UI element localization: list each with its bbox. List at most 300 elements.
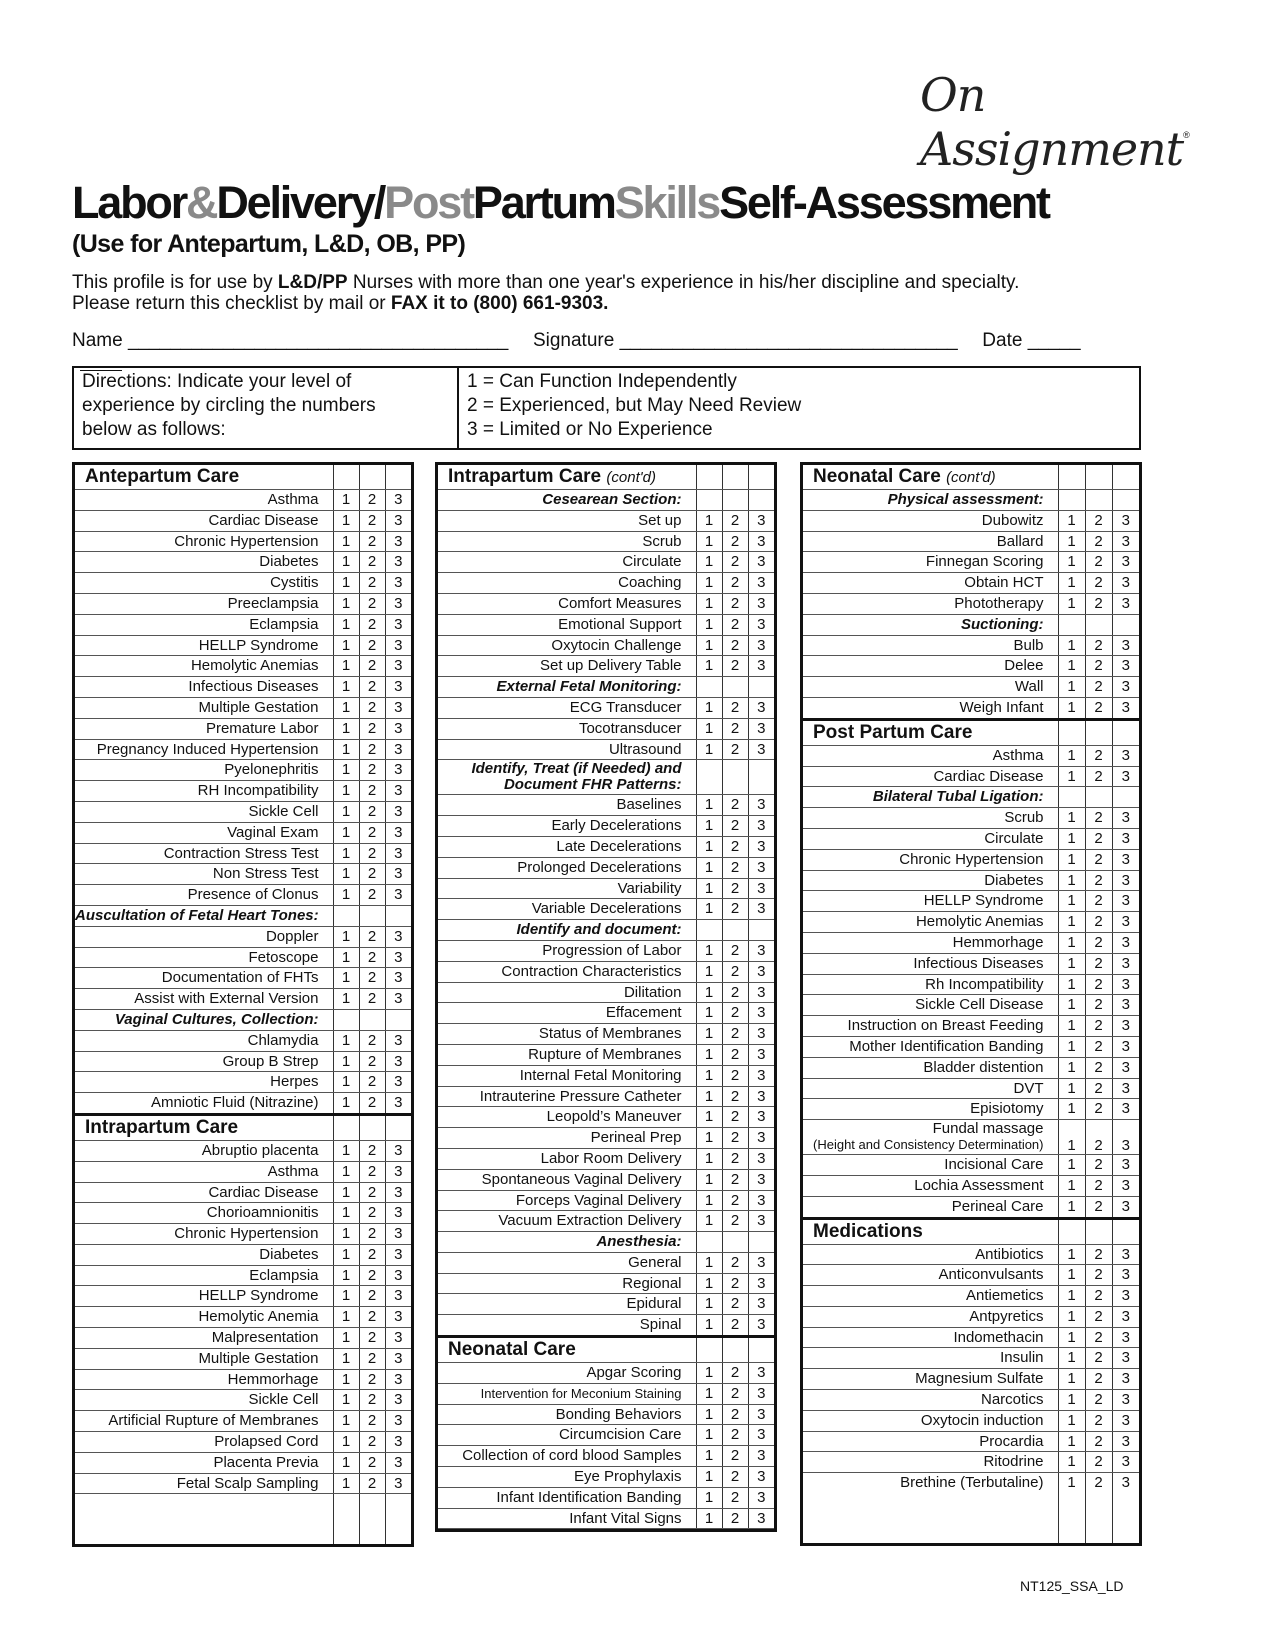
- rating-option-1[interactable]: 1: [333, 1140, 359, 1161]
- rating-option-2[interactable]: 2: [1085, 953, 1112, 974]
- rating-option-1[interactable]: 1: [1058, 1016, 1085, 1037]
- rating-option-1[interactable]: 1: [1058, 1348, 1085, 1369]
- rating-option-3[interactable]: 3: [385, 677, 411, 698]
- rating-option-2[interactable]: 2: [722, 1148, 748, 1169]
- rating-option-2[interactable]: 2: [722, 1169, 748, 1190]
- rating-option-3[interactable]: 3: [385, 1286, 411, 1307]
- rating-option-2[interactable]: 2: [1085, 635, 1112, 656]
- rating-option-2[interactable]: 2: [722, 614, 748, 635]
- rating-option-2[interactable]: 2: [1085, 1306, 1112, 1327]
- rating-option-1[interactable]: 1: [333, 677, 359, 698]
- rating-option-2[interactable]: 2: [722, 961, 748, 982]
- rating-option-3[interactable]: 3: [385, 1051, 411, 1072]
- rating-option-2[interactable]: 2: [359, 926, 385, 947]
- rating-option-1[interactable]: 1: [696, 573, 722, 594]
- rating-option-2[interactable]: 2: [359, 1411, 385, 1432]
- rating-option-2[interactable]: 2: [1085, 656, 1112, 677]
- rating-option-3[interactable]: 3: [385, 1390, 411, 1411]
- rating-option-3[interactable]: 3: [748, 1211, 774, 1232]
- rating-option-1[interactable]: 1: [696, 1107, 722, 1128]
- rating-option-1[interactable]: 1: [696, 940, 722, 961]
- rating-option-3[interactable]: 3: [385, 1265, 411, 1286]
- rating-option-1[interactable]: 1: [696, 593, 722, 614]
- rating-option-3[interactable]: 3: [748, 573, 774, 594]
- rating-option-3[interactable]: 3: [1112, 593, 1139, 614]
- rating-option-1[interactable]: 1: [1058, 1473, 1085, 1493]
- rating-option-3[interactable]: 3: [385, 510, 411, 531]
- rating-option-3[interactable]: 3: [385, 614, 411, 635]
- rating-option-3[interactable]: 3: [1112, 953, 1139, 974]
- rating-option-2[interactable]: 2: [1085, 828, 1112, 849]
- rating-option-2[interactable]: 2: [722, 1044, 748, 1065]
- rating-option-2[interactable]: 2: [1085, 1390, 1112, 1411]
- rating-option-1[interactable]: 1: [696, 1086, 722, 1107]
- rating-option-1[interactable]: 1: [1058, 766, 1085, 787]
- rating-option-1[interactable]: 1: [1058, 593, 1085, 614]
- rating-option-1[interactable]: 1: [696, 1273, 722, 1294]
- name-field[interactable]: ____________________________________: [127, 330, 509, 351]
- rating-option-1[interactable]: 1: [696, 836, 722, 857]
- rating-option-1[interactable]: 1: [696, 1211, 722, 1232]
- rating-option-3[interactable]: 3: [748, 1315, 774, 1337]
- rating-option-2[interactable]: 2: [722, 1065, 748, 1086]
- rating-option-2[interactable]: 2: [359, 1244, 385, 1265]
- rating-option-2[interactable]: 2: [722, 1024, 748, 1045]
- rating-option-3[interactable]: 3: [385, 573, 411, 594]
- rating-option-1[interactable]: 1: [333, 1432, 359, 1453]
- rating-option-3[interactable]: 3: [385, 989, 411, 1010]
- rating-option-3[interactable]: 3: [1112, 1348, 1139, 1369]
- rating-option-1[interactable]: 1: [1058, 953, 1085, 974]
- rating-option-2[interactable]: 2: [722, 982, 748, 1003]
- rating-option-2[interactable]: 2: [359, 1051, 385, 1072]
- rating-option-2[interactable]: 2: [359, 760, 385, 781]
- rating-option-3[interactable]: 3: [1112, 1369, 1139, 1390]
- rating-option-2[interactable]: 2: [359, 947, 385, 968]
- rating-option-3[interactable]: 3: [1112, 1196, 1139, 1218]
- rating-option-3[interactable]: 3: [748, 614, 774, 635]
- rating-option-3[interactable]: 3: [748, 940, 774, 961]
- rating-option-3[interactable]: 3: [748, 1446, 774, 1467]
- rating-option-1[interactable]: 1: [333, 739, 359, 760]
- rating-option-2[interactable]: 2: [359, 1203, 385, 1224]
- rating-option-1[interactable]: 1: [1058, 745, 1085, 766]
- rating-option-3[interactable]: 3: [1112, 1327, 1139, 1348]
- rating-option-2[interactable]: 2: [722, 857, 748, 878]
- date-field[interactable]: _____: [1027, 330, 1081, 351]
- rating-option-2[interactable]: 2: [1085, 1327, 1112, 1348]
- rating-option-1[interactable]: 1: [696, 795, 722, 816]
- rating-option-1[interactable]: 1: [696, 552, 722, 573]
- rating-option-3[interactable]: 3: [385, 885, 411, 906]
- rating-option-2[interactable]: 2: [722, 836, 748, 857]
- rating-option-3[interactable]: 3: [748, 1107, 774, 1128]
- rating-option-2[interactable]: 2: [1085, 552, 1112, 573]
- rating-option-1[interactable]: 1: [696, 899, 722, 920]
- rating-option-3[interactable]: 3: [385, 531, 411, 552]
- rating-option-1[interactable]: 1: [696, 1446, 722, 1467]
- rating-option-1[interactable]: 1: [1058, 531, 1085, 552]
- rating-option-3[interactable]: 3: [1112, 1452, 1139, 1473]
- rating-option-1[interactable]: 1: [1058, 1057, 1085, 1078]
- rating-option-2[interactable]: 2: [359, 573, 385, 594]
- rating-option-1[interactable]: 1: [1058, 1099, 1085, 1120]
- rating-option-1[interactable]: 1: [696, 961, 722, 982]
- rating-option-3[interactable]: 3: [385, 822, 411, 843]
- rating-option-1[interactable]: 1: [1058, 828, 1085, 849]
- rating-option-2[interactable]: 2: [722, 816, 748, 837]
- rating-option-1[interactable]: 1: [333, 1203, 359, 1224]
- rating-option-1[interactable]: 1: [333, 1390, 359, 1411]
- rating-option-3[interactable]: 3: [748, 552, 774, 573]
- rating-option-1[interactable]: 1: [1058, 1327, 1085, 1348]
- rating-option-1[interactable]: 1: [1058, 1120, 1085, 1155]
- rating-option-3[interactable]: 3: [385, 801, 411, 822]
- rating-option-2[interactable]: 2: [359, 1265, 385, 1286]
- rating-option-2[interactable]: 2: [722, 1294, 748, 1315]
- rating-option-1[interactable]: 1: [1058, 1369, 1085, 1390]
- rating-option-2[interactable]: 2: [722, 1425, 748, 1446]
- rating-option-3[interactable]: 3: [385, 1224, 411, 1245]
- rating-option-3[interactable]: 3: [385, 593, 411, 614]
- rating-option-3[interactable]: 3: [1112, 1473, 1139, 1493]
- rating-option-1[interactable]: 1: [333, 1030, 359, 1051]
- rating-option-2[interactable]: 2: [722, 739, 748, 760]
- rating-option-2[interactable]: 2: [722, 573, 748, 594]
- rating-option-2[interactable]: 2: [359, 1224, 385, 1245]
- rating-option-2[interactable]: 2: [1085, 1286, 1112, 1307]
- rating-option-1[interactable]: 1: [696, 1148, 722, 1169]
- rating-option-2[interactable]: 2: [359, 1348, 385, 1369]
- rating-option-1[interactable]: 1: [696, 1404, 722, 1425]
- rating-option-2[interactable]: 2: [359, 1369, 385, 1390]
- rating-option-2[interactable]: 2: [359, 1473, 385, 1494]
- rating-option-1[interactable]: 1: [696, 1425, 722, 1446]
- rating-option-1[interactable]: 1: [333, 1161, 359, 1182]
- rating-option-1[interactable]: 1: [696, 1508, 722, 1529]
- rating-option-3[interactable]: 3: [385, 1072, 411, 1093]
- rating-option-1[interactable]: 1: [1058, 1265, 1085, 1286]
- rating-option-2[interactable]: 2: [1085, 1369, 1112, 1390]
- rating-option-3[interactable]: 3: [385, 1140, 411, 1161]
- rating-option-2[interactable]: 2: [722, 1128, 748, 1149]
- rating-option-1[interactable]: 1: [696, 739, 722, 760]
- rating-option-3[interactable]: 3: [1112, 745, 1139, 766]
- rating-option-3[interactable]: 3: [385, 926, 411, 947]
- rating-option-1[interactable]: 1: [1058, 677, 1085, 698]
- rating-option-3[interactable]: 3: [1112, 1390, 1139, 1411]
- rating-option-3[interactable]: 3: [1112, 510, 1139, 531]
- rating-option-3[interactable]: 3: [385, 1432, 411, 1453]
- rating-option-3[interactable]: 3: [1112, 1016, 1139, 1037]
- rating-option-2[interactable]: 2: [1085, 1155, 1112, 1176]
- rating-option-2[interactable]: 2: [359, 843, 385, 864]
- rating-option-2[interactable]: 2: [722, 635, 748, 656]
- rating-option-3[interactable]: 3: [748, 1128, 774, 1149]
- rating-option-2[interactable]: 2: [359, 677, 385, 698]
- rating-option-2[interactable]: 2: [1085, 932, 1112, 953]
- rating-option-1[interactable]: 1: [333, 614, 359, 635]
- rating-option-2[interactable]: 2: [1085, 1473, 1112, 1493]
- rating-option-3[interactable]: 3: [385, 864, 411, 885]
- rating-option-3[interactable]: 3: [1112, 552, 1139, 573]
- rating-option-2[interactable]: 2: [722, 1363, 748, 1384]
- rating-option-2[interactable]: 2: [722, 1003, 748, 1024]
- rating-option-1[interactable]: 1: [333, 822, 359, 843]
- rating-option-1[interactable]: 1: [1058, 1175, 1085, 1196]
- rating-option-3[interactable]: 3: [1112, 1286, 1139, 1307]
- rating-option-2[interactable]: 2: [1085, 677, 1112, 698]
- rating-option-1[interactable]: 1: [1058, 1410, 1085, 1431]
- rating-option-1[interactable]: 1: [333, 1182, 359, 1203]
- rating-option-3[interactable]: 3: [748, 1383, 774, 1404]
- rating-option-1[interactable]: 1: [696, 1128, 722, 1149]
- rating-option-2[interactable]: 2: [1085, 1120, 1112, 1155]
- rating-option-2[interactable]: 2: [359, 801, 385, 822]
- rating-option-2[interactable]: 2: [1085, 891, 1112, 912]
- rating-option-2[interactable]: 2: [1085, 870, 1112, 891]
- rating-option-1[interactable]: 1: [333, 1307, 359, 1328]
- rating-option-3[interactable]: 3: [1112, 1036, 1139, 1057]
- rating-option-1[interactable]: 1: [1058, 552, 1085, 573]
- rating-option-3[interactable]: 3: [748, 739, 774, 760]
- rating-option-2[interactable]: 2: [722, 1487, 748, 1508]
- rating-option-3[interactable]: 3: [1112, 1265, 1139, 1286]
- rating-option-3[interactable]: 3: [748, 697, 774, 718]
- rating-option-2[interactable]: 2: [1085, 849, 1112, 870]
- rating-option-1[interactable]: 1: [696, 1315, 722, 1337]
- rating-option-3[interactable]: 3: [385, 1452, 411, 1473]
- rating-option-1[interactable]: 1: [333, 635, 359, 656]
- rating-option-1[interactable]: 1: [333, 781, 359, 802]
- rating-option-1[interactable]: 1: [696, 1363, 722, 1384]
- rating-option-1[interactable]: 1: [333, 593, 359, 614]
- rating-option-2[interactable]: 2: [1085, 1452, 1112, 1473]
- rating-option-2[interactable]: 2: [722, 510, 748, 531]
- rating-option-3[interactable]: 3: [748, 1508, 774, 1529]
- rating-option-3[interactable]: 3: [1112, 974, 1139, 995]
- rating-option-3[interactable]: 3: [1112, 1155, 1139, 1176]
- rating-option-3[interactable]: 3: [748, 593, 774, 614]
- rating-option-1[interactable]: 1: [333, 926, 359, 947]
- rating-option-3[interactable]: 3: [748, 531, 774, 552]
- rating-option-3[interactable]: 3: [385, 1411, 411, 1432]
- rating-option-2[interactable]: 2: [1085, 1175, 1112, 1196]
- rating-option-2[interactable]: 2: [1085, 573, 1112, 594]
- rating-option-1[interactable]: 1: [1058, 1155, 1085, 1176]
- rating-option-3[interactable]: 3: [1112, 1057, 1139, 1078]
- rating-option-1[interactable]: 1: [333, 1369, 359, 1390]
- rating-option-3[interactable]: 3: [748, 1363, 774, 1384]
- rating-option-1[interactable]: 1: [333, 531, 359, 552]
- rating-option-2[interactable]: 2: [722, 795, 748, 816]
- rating-option-3[interactable]: 3: [1112, 849, 1139, 870]
- rating-option-3[interactable]: 3: [385, 1093, 411, 1115]
- rating-option-1[interactable]: 1: [696, 1383, 722, 1404]
- rating-option-1[interactable]: 1: [696, 614, 722, 635]
- rating-option-2[interactable]: 2: [1085, 697, 1112, 719]
- rating-option-2[interactable]: 2: [722, 1508, 748, 1529]
- rating-option-1[interactable]: 1: [333, 1411, 359, 1432]
- rating-option-1[interactable]: 1: [333, 1452, 359, 1473]
- rating-option-1[interactable]: 1: [333, 1072, 359, 1093]
- rating-option-1[interactable]: 1: [1058, 870, 1085, 891]
- rating-option-3[interactable]: 3: [1112, 1078, 1139, 1099]
- rating-option-2[interactable]: 2: [359, 510, 385, 531]
- rating-option-2[interactable]: 2: [722, 1211, 748, 1232]
- rating-option-1[interactable]: 1: [696, 635, 722, 656]
- rating-option-2[interactable]: 2: [359, 656, 385, 677]
- rating-option-3[interactable]: 3: [1112, 766, 1139, 787]
- rating-option-2[interactable]: 2: [1085, 1036, 1112, 1057]
- rating-option-2[interactable]: 2: [1085, 1431, 1112, 1452]
- rating-option-2[interactable]: 2: [1085, 1057, 1112, 1078]
- rating-option-2[interactable]: 2: [1085, 1244, 1112, 1265]
- rating-option-3[interactable]: 3: [748, 1294, 774, 1315]
- rating-option-2[interactable]: 2: [359, 1161, 385, 1182]
- rating-option-2[interactable]: 2: [1085, 1078, 1112, 1099]
- rating-option-3[interactable]: 3: [385, 1473, 411, 1494]
- rating-option-3[interactable]: 3: [385, 947, 411, 968]
- rating-option-2[interactable]: 2: [359, 781, 385, 802]
- rating-option-2[interactable]: 2: [722, 1383, 748, 1404]
- rating-option-1[interactable]: 1: [333, 718, 359, 739]
- rating-option-1[interactable]: 1: [1058, 1286, 1085, 1307]
- rating-option-1[interactable]: 1: [333, 843, 359, 864]
- rating-option-3[interactable]: 3: [385, 1307, 411, 1328]
- rating-option-3[interactable]: 3: [1112, 1099, 1139, 1120]
- rating-option-2[interactable]: 2: [359, 1432, 385, 1453]
- rating-option-1[interactable]: 1: [1058, 1078, 1085, 1099]
- rating-option-2[interactable]: 2: [722, 718, 748, 739]
- rating-option-3[interactable]: 3: [1112, 995, 1139, 1016]
- rating-option-2[interactable]: 2: [722, 593, 748, 614]
- rating-option-1[interactable]: 1: [1058, 932, 1085, 953]
- rating-option-2[interactable]: 2: [722, 940, 748, 961]
- rating-option-2[interactable]: 2: [1085, 1099, 1112, 1120]
- rating-option-2[interactable]: 2: [722, 878, 748, 899]
- rating-option-1[interactable]: 1: [333, 490, 359, 511]
- rating-option-2[interactable]: 2: [359, 1093, 385, 1115]
- rating-option-3[interactable]: 3: [1112, 912, 1139, 933]
- rating-option-1[interactable]: 1: [333, 885, 359, 906]
- rating-option-1[interactable]: 1: [696, 697, 722, 718]
- rating-option-3[interactable]: 3: [1112, 828, 1139, 849]
- rating-option-3[interactable]: 3: [748, 899, 774, 920]
- rating-option-3[interactable]: 3: [385, 1182, 411, 1203]
- rating-option-1[interactable]: 1: [1058, 1452, 1085, 1473]
- rating-option-3[interactable]: 3: [1112, 1410, 1139, 1431]
- rating-option-2[interactable]: 2: [722, 531, 748, 552]
- rating-option-3[interactable]: 3: [1112, 870, 1139, 891]
- signature-field[interactable]: ________________________________: [619, 330, 958, 351]
- rating-option-3[interactable]: 3: [385, 718, 411, 739]
- rating-option-1[interactable]: 1: [696, 857, 722, 878]
- rating-option-2[interactable]: 2: [722, 1404, 748, 1425]
- rating-option-3[interactable]: 3: [748, 982, 774, 1003]
- rating-option-3[interactable]: 3: [748, 510, 774, 531]
- rating-option-3[interactable]: 3: [385, 1203, 411, 1224]
- rating-option-2[interactable]: 2: [722, 552, 748, 573]
- rating-option-2[interactable]: 2: [722, 1107, 748, 1128]
- rating-option-1[interactable]: 1: [1058, 912, 1085, 933]
- rating-option-1[interactable]: 1: [1058, 808, 1085, 829]
- rating-option-2[interactable]: 2: [1085, 1196, 1112, 1218]
- rating-option-2[interactable]: 2: [359, 1328, 385, 1349]
- rating-option-1[interactable]: 1: [1058, 510, 1085, 531]
- rating-option-1[interactable]: 1: [333, 1265, 359, 1286]
- rating-option-1[interactable]: 1: [696, 656, 722, 677]
- rating-option-1[interactable]: 1: [1058, 1036, 1085, 1057]
- rating-option-1[interactable]: 1: [1058, 1244, 1085, 1265]
- rating-option-3[interactable]: 3: [748, 878, 774, 899]
- rating-option-2[interactable]: 2: [359, 885, 385, 906]
- rating-option-1[interactable]: 1: [696, 1044, 722, 1065]
- rating-option-3[interactable]: 3: [385, 1348, 411, 1369]
- rating-option-2[interactable]: 2: [1085, 531, 1112, 552]
- rating-option-3[interactable]: 3: [385, 656, 411, 677]
- rating-option-2[interactable]: 2: [359, 1030, 385, 1051]
- rating-option-2[interactable]: 2: [359, 531, 385, 552]
- rating-option-2[interactable]: 2: [359, 1182, 385, 1203]
- rating-option-3[interactable]: 3: [748, 1467, 774, 1488]
- rating-option-2[interactable]: 2: [1085, 510, 1112, 531]
- rating-option-3[interactable]: 3: [1112, 677, 1139, 698]
- rating-option-1[interactable]: 1: [1058, 974, 1085, 995]
- rating-option-2[interactable]: 2: [359, 1452, 385, 1473]
- rating-option-2[interactable]: 2: [359, 989, 385, 1010]
- rating-option-3[interactable]: 3: [385, 490, 411, 511]
- rating-option-3[interactable]: 3: [748, 857, 774, 878]
- rating-option-2[interactable]: 2: [1085, 766, 1112, 787]
- rating-option-1[interactable]: 1: [333, 1224, 359, 1245]
- rating-option-3[interactable]: 3: [1112, 891, 1139, 912]
- rating-option-3[interactable]: 3: [385, 968, 411, 989]
- rating-option-1[interactable]: 1: [696, 1294, 722, 1315]
- rating-option-3[interactable]: 3: [748, 1487, 774, 1508]
- rating-option-3[interactable]: 3: [385, 1244, 411, 1265]
- rating-option-3[interactable]: 3: [1112, 1175, 1139, 1196]
- rating-option-1[interactable]: 1: [333, 552, 359, 573]
- rating-option-1[interactable]: 1: [696, 718, 722, 739]
- rating-option-1[interactable]: 1: [696, 1169, 722, 1190]
- rating-option-3[interactable]: 3: [748, 1273, 774, 1294]
- rating-option-1[interactable]: 1: [1058, 1431, 1085, 1452]
- rating-option-3[interactable]: 3: [748, 816, 774, 837]
- rating-option-2[interactable]: 2: [359, 864, 385, 885]
- rating-option-2[interactable]: 2: [722, 1190, 748, 1211]
- rating-option-1[interactable]: 1: [696, 1190, 722, 1211]
- rating-option-3[interactable]: 3: [748, 1404, 774, 1425]
- rating-option-1[interactable]: 1: [696, 1003, 722, 1024]
- rating-option-3[interactable]: 3: [748, 836, 774, 857]
- rating-option-1[interactable]: 1: [333, 656, 359, 677]
- rating-option-1[interactable]: 1: [333, 968, 359, 989]
- rating-option-1[interactable]: 1: [333, 1473, 359, 1494]
- rating-option-2[interactable]: 2: [359, 697, 385, 718]
- rating-option-1[interactable]: 1: [1058, 1306, 1085, 1327]
- rating-option-1[interactable]: 1: [696, 1065, 722, 1086]
- rating-option-3[interactable]: 3: [385, 1369, 411, 1390]
- rating-option-1[interactable]: 1: [1058, 995, 1085, 1016]
- rating-option-3[interactable]: 3: [385, 1161, 411, 1182]
- rating-option-3[interactable]: 3: [1112, 573, 1139, 594]
- rating-option-3[interactable]: 3: [748, 718, 774, 739]
- rating-option-3[interactable]: 3: [1112, 697, 1139, 719]
- rating-option-2[interactable]: 2: [1085, 1348, 1112, 1369]
- rating-option-2[interactable]: 2: [722, 1315, 748, 1337]
- rating-option-3[interactable]: 3: [748, 656, 774, 677]
